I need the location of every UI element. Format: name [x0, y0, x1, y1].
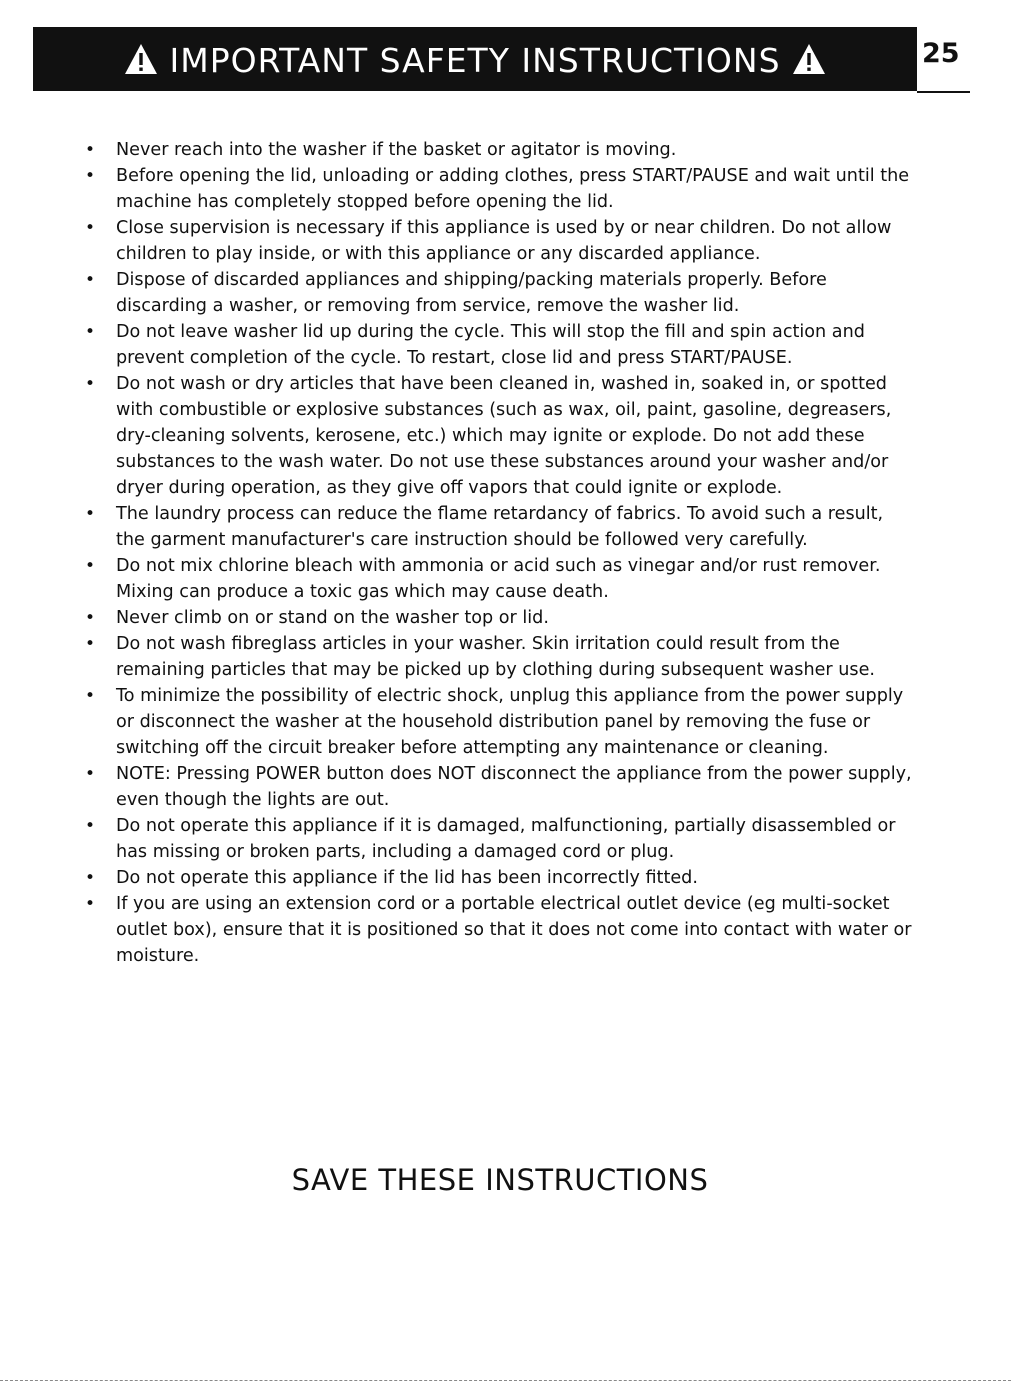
instruction-text: Do not operate this appliance if the lid has been incorrectly fitted. [116, 868, 698, 888]
save-instructions-heading: SAVE THESE INSTRUCTIONS [291, 1163, 709, 1197]
instruction-text: NOTE: Pressing POWER button does NOT disconnect the appliance from the power supply, even though the lights are out. [116, 764, 912, 810]
list-item [82, 891, 912, 969]
instruction-text: Never reach into the washer if the basket or agitator is moving. [116, 140, 677, 160]
instruction-text: Do not operate this appliance if it is damaged, malfunctioning, partially disassembled or has missing or broken parts, including a damaged cord or plug. [116, 816, 896, 862]
bullet-icon: • [85, 894, 96, 914]
bullet-icon: • [85, 868, 96, 888]
list-item [82, 163, 912, 215]
instruction-text: Dispose of discarded appliances and shipping/packing materials properly. Before discarding a washer, or removing from service, remove the washer lid. [116, 270, 827, 316]
warning-triangle-icon [791, 41, 827, 77]
bullet-icon: • [85, 374, 96, 394]
footer-divider [0, 1380, 1011, 1382]
header-bar [33, 27, 917, 91]
bullet-icon: • [85, 556, 96, 576]
list-item [82, 501, 912, 553]
list-item [82, 215, 912, 267]
instruction-text: Before opening the lid, unloading or adding clothes, press START/PAUSE and wait until the machine has completely stopped before opening the lid. [116, 166, 910, 212]
bullet-icon: • [85, 322, 96, 342]
list-item [82, 631, 912, 683]
page-title: IMPORTANT SAFETY INSTRUCTIONS [169, 40, 781, 80]
instruction-text: Do not wash or dry articles that have been cleaned in, washed in, soaked in, or spotted with combustible or explosive substances (such as wax, oil, paint, gasoline, degreasers, dry-cleaning solvents, kerosene, etc.) which may ignite or explode. Do not add these substances to the wash water. Do not use these substances around your washer and/or dryer during operation, as they give off vapors that could ignite or explode. [116, 374, 892, 498]
page-number: 25 [922, 38, 960, 69]
list-item [82, 267, 912, 319]
list-item [82, 683, 912, 761]
safety-instructions-list [82, 137, 912, 969]
list-item [82, 137, 912, 163]
instruction-text: If you are using an extension cord or a portable electrical outlet device (eg multi-socket outlet box), ensure that it is positioned so that it does not come into contact with water or moisture. [116, 894, 912, 966]
instruction-text: The laundry process can reduce the flame retardancy of fabrics. To avoid such a result, the garment manufacturer's care instruction should be followed very carefully. [116, 504, 884, 550]
list-item [82, 865, 912, 891]
bullet-icon: • [85, 270, 96, 290]
list-item [82, 371, 912, 501]
header-divider [917, 91, 970, 93]
list-item [82, 761, 912, 813]
instruction-text: Do not mix chlorine bleach with ammonia or acid such as vinegar and/or rust remover. Mixing can produce a toxic gas which may cause death. [116, 556, 881, 602]
bullet-icon: • [85, 608, 96, 628]
bullet-icon: • [85, 816, 96, 836]
bullet-icon: • [85, 764, 96, 784]
bullet-icon: • [85, 686, 96, 706]
list-item [82, 553, 912, 605]
instruction-text: Close supervision is necessary if this appliance is used by or near children. Do not allow children to play inside, or with this appliance or any discarded appliance. [116, 218, 892, 264]
list-item [82, 605, 912, 631]
bullet-icon: • [85, 218, 96, 238]
bullet-icon: • [85, 504, 96, 524]
warning-triangle-icon [123, 41, 159, 77]
instruction-text: Never climb on or stand on the washer top or lid. [116, 608, 549, 628]
bullet-icon: • [85, 634, 96, 654]
instruction-text: To minimize the possibility of electric shock, unplug this appliance from the power supply or disconnect the washer at the household distribution panel by removing the fuse or switching off the circuit breaker before attempting any maintenance or cleaning. [116, 686, 904, 758]
bullet-icon: • [85, 166, 96, 186]
list-item [82, 319, 912, 371]
instruction-text: Do not leave washer lid up during the cycle. This will stop the fill and spin action and prevent completion of the cycle. To restart, close lid and press START/PAUSE. [116, 322, 865, 368]
instruction-text: Do not wash fibreglass articles in your washer. Skin irritation could result from the remaining particles that may be picked up by clothing during subsequent washer use. [116, 634, 875, 680]
list-item [82, 813, 912, 865]
bullet-icon: • [85, 140, 96, 160]
